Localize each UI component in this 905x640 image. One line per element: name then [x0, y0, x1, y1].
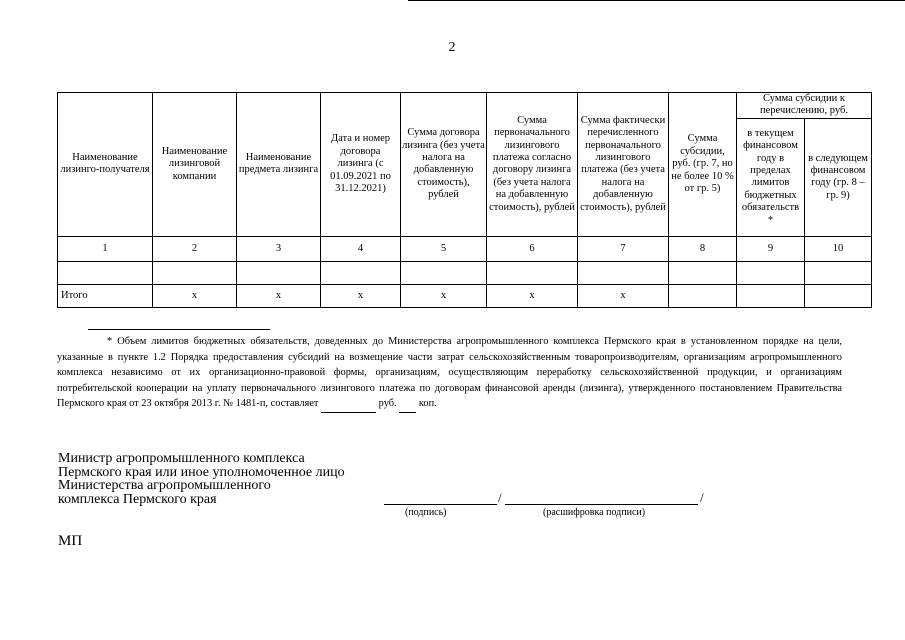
empty-data-row — [58, 261, 872, 284]
minister-line: Министерства агропромышленного — [58, 478, 271, 493]
header-col-4: Дата и номер договора лизинга (с 01.09.2021 по 31.12.2021) — [321, 93, 401, 237]
empty-cell — [578, 261, 669, 284]
column-number: 2 — [153, 236, 237, 261]
total-cell: x — [578, 284, 669, 307]
rub-blank-line — [321, 396, 376, 413]
footnote-separator — [88, 329, 270, 330]
column-number-row — [58, 236, 872, 261]
column-number: 7 — [578, 236, 669, 261]
header-col-1: Наименование лизинго-получателя — [58, 93, 153, 237]
transcript-caption: (расшифровка подписи) — [543, 507, 646, 518]
header-col-6: Сумма первоначального лизингового платежа согласно договору лизинга (без учета налога на добавленную стоимость), рублей — [487, 93, 578, 237]
header-col-3: Наименование предмета лизинга — [237, 93, 321, 237]
signature-caption: (подпись) — [405, 507, 447, 518]
subsidy-table — [57, 92, 872, 308]
empty-cell — [321, 261, 401, 284]
empty-cell — [58, 261, 153, 284]
minister-line: комплекса Пермского края — [58, 491, 217, 507]
empty-cell — [487, 261, 578, 284]
header-col-10: в следующем финансовом году (гр. 8 – гр. 9) — [805, 118, 872, 236]
footnote-text: * Объем лимитов бюджетных обязательств, доведенных до Министерства агропромышленного комплекса Пермского края в установленном порядке на цели, указанные в пункте 1.2 Порядка предоставления субсидий на возмещение части затрат сельскохозяйственным товаропроизводителям, организациям агропромышленного комплекса независимо от их организационно-правовой формы, организациям, осуществляющим переработку сельскохозяйственной продукции, и организациям потребительской кооперации на уплату первоначального лизингового платежа по договорам финансовой аренды (лизинга), утвержденного постановлением Правительства Пермского края от 23 октября 2013 г. № 1481-п, составляет — [57, 336, 842, 410]
total-cell: x — [401, 284, 487, 307]
empty-cell — [805, 261, 872, 284]
column-number: 9 — [737, 236, 805, 261]
empty-cell — [737, 261, 805, 284]
total-cell: x — [237, 284, 321, 307]
empty-cell — [401, 261, 487, 284]
stamp-label: МП — [58, 533, 83, 549]
total-cell: x — [487, 284, 578, 307]
signature-line — [384, 504, 497, 505]
page-number: 2 — [448, 40, 456, 55]
kop-label: коп. — [418, 398, 437, 410]
header-col-5: Сумма договора лизинга (без учета налога на добавленную стоимость), рублей — [401, 93, 487, 237]
column-number: 5 — [401, 236, 487, 261]
column-number: 3 — [237, 236, 321, 261]
total-cell — [669, 284, 737, 307]
header-col-8: Сумма субсидии, руб. (гр. 7, но не более 10 % от гр. 5) — [669, 93, 737, 237]
minister-title — [58, 452, 345, 506]
total-row — [58, 284, 872, 307]
total-label: Итого — [58, 284, 153, 307]
minister-line: Министр агропромышленного комплекса — [58, 451, 305, 466]
column-number: 1 — [58, 236, 153, 261]
header-row-1 — [58, 93, 872, 119]
column-number: 4 — [321, 236, 401, 261]
total-cell — [805, 284, 872, 307]
top-border-line — [408, 0, 905, 1]
footnote — [57, 334, 842, 413]
total-cell: x — [153, 284, 237, 307]
header-col-2: Наименование лизинговой компании — [153, 93, 237, 237]
column-number: 8 — [669, 236, 737, 261]
header-col-7: Сумма фактически перечисленного первоначального лизингового платежа (без учета налога на добавленную стоимость), рублей — [578, 93, 669, 237]
slash-separator: / — [498, 490, 502, 505]
total-cell: x — [321, 284, 401, 307]
slash-separator: / — [700, 490, 704, 505]
empty-cell — [669, 261, 737, 284]
header-col-9: в текущем финансовом году в пределах лимитов бюджетных обязательств * — [737, 118, 805, 236]
kop-blank-line — [399, 396, 416, 413]
transcript-line — [505, 504, 698, 505]
column-number: 10 — [805, 236, 872, 261]
empty-cell — [237, 261, 321, 284]
header-group-subsidy: Сумма субсидии к перечислению, руб. — [737, 93, 872, 119]
column-number: 6 — [487, 236, 578, 261]
minister-line: Пермского края или иное уполномоченное лицо — [58, 464, 345, 480]
rub-label: руб. — [378, 398, 397, 410]
total-cell — [737, 284, 805, 307]
empty-cell — [153, 261, 237, 284]
